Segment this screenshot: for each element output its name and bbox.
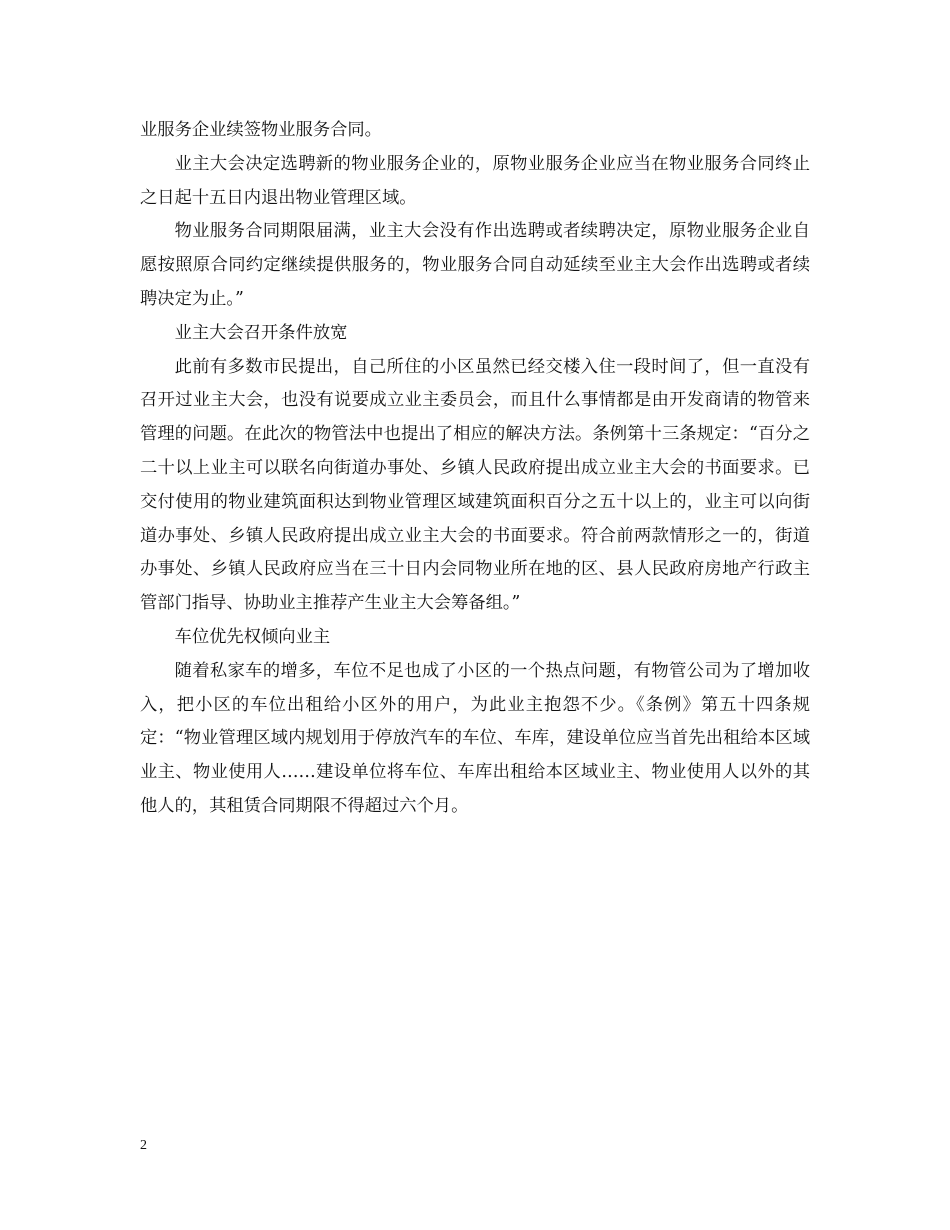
page-number: 2 — [140, 1138, 147, 1153]
paragraph-contract-renewal-end: 业服务企业续签物业服务合同。 — [140, 120, 382, 140]
document-body — [140, 114, 810, 824]
paragraph-owners-meeting-conditions: 此前有多数市民提出，自己所住的小区虽然已经交楼入住一段时间了，但一直没有召开过业主大会，也没有说要成立业主委员会，而且什么事情都是由开发商请的物管来管理的问题。在此次的物管法中也提出了相应的解决方法。条例第十三条规定：“百分之二十以上业主可以联名向街道办事处、乡镇人民政府提出成立业主大会的书面要求。已交付使用的物业建筑面积达到物业管理区域建筑面积百分之五十以上的，业主可以向街道办事处、乡镇人民政府提出成立业主大会的书面要求。符合前两款情形之一的，街道办事处、乡镇人民政府应当在三十日内会同物业所在地的区、县人民政府房地产行政主管部门指导、协助业主推荐产生业主大会筹备组。” — [140, 356, 810, 614]
paragraph-parking-priority: 随着私家车的增多，车位不足也成了小区的一个热点问题，有物管公司为了增加收入，把小区的车位出租给小区外的用户，为此业主抱怨不少。《条例》第五十四条规定：“物业管理区域内规划用于停放汽车的车位、车库，建设单位应当首先出租给本区域业主、物业使用人……建设单位将车位、车库出租给本区域业主、物业使用人以外的其他人的，其租赁合同期限不得超过六个月。 — [140, 660, 810, 816]
paragraph-new-service-enterprise: 业主大会决定选聘新的物业服务企业的，原物业服务企业应当在物业服务合同终止之日起十五日内退出物业管理区域。 — [140, 153, 810, 208]
paragraph-contract-expiry: 物业服务合同期限届满，业主大会没有作出选聘或者续聘决定，原物业服务企业自愿按照原合同约定继续提供服务的，物业服务合同自动延续至业主大会作出选聘或者续聘决定为止。” — [140, 221, 810, 309]
section-heading-owners-meeting: 业主大会召开条件放宽 — [174, 322, 348, 343]
section-heading-parking-priority: 车位优先权倾向业主 — [174, 626, 331, 647]
